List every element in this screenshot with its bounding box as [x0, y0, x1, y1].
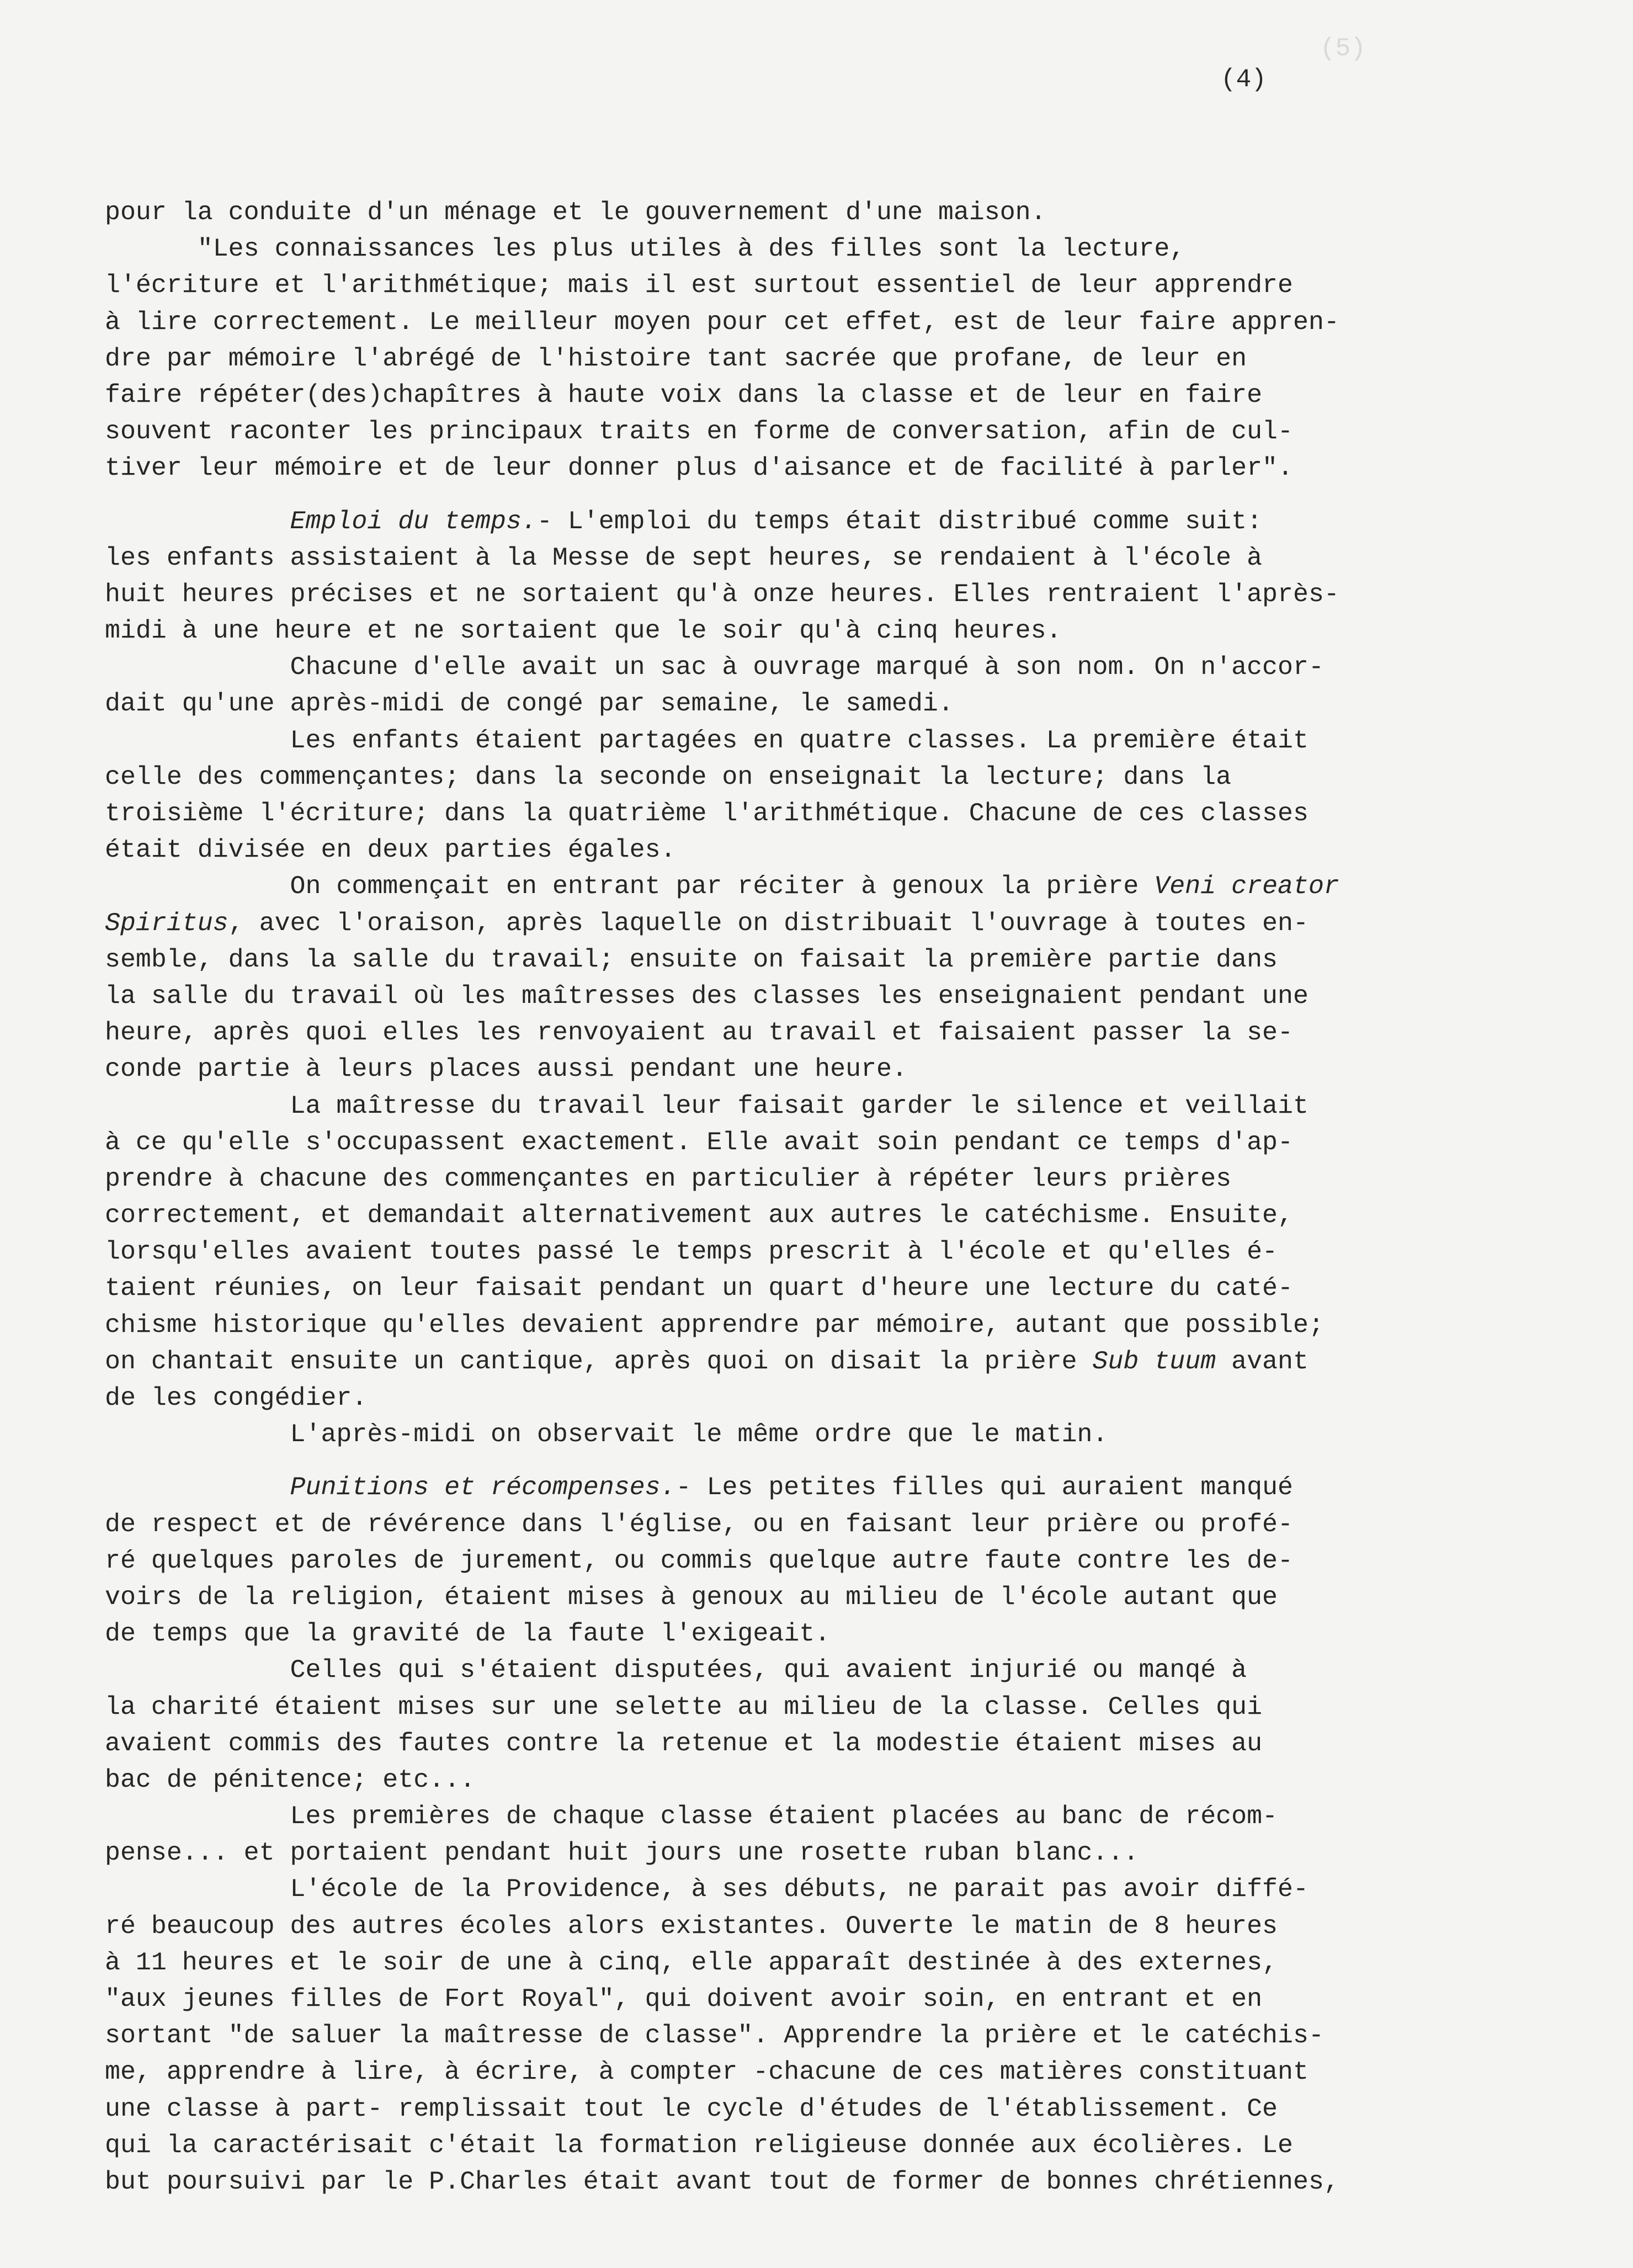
- text-segment: bac de pénitence; etc...: [105, 1765, 476, 1794]
- text-segment: - L'emploi du temps était distribué comme suit:: [536, 506, 1263, 536]
- text-line: [105, 1469, 1595, 1506]
- text-segment: La maîtresse du travail leur faisait garder le silence et veillait: [105, 1091, 1308, 1120]
- text-segment: tiver leur mémoire et de leur donner plus d'aisance et de facilité à parler".: [105, 453, 1293, 483]
- text-line: [105, 1051, 1595, 1087]
- text-segment: à ce qu'elle s'occupassent exactement. Elle avait soin pendant ce temps d'ap-: [105, 1127, 1293, 1157]
- text-segment: conde partie à leurs places aussi pendant une heure.: [105, 1054, 907, 1084]
- text-segment: midi à une heure et ne sortaient que le soir qu'à cinq heures.: [105, 616, 1062, 646]
- text-segment: celle des commençantes; dans la seconde on enseignait la lecture; dans la: [105, 762, 1232, 792]
- text-line: [105, 1416, 1595, 1453]
- text-segment: la charité étaient mises sur une selette au milieu de la classe. Celles qui: [105, 1692, 1263, 1722]
- text-segment: de les congédier.: [105, 1383, 368, 1412]
- text-line: [105, 576, 1595, 613]
- text-segment: L'après-midi on observait le même ordre que le matin.: [105, 1420, 1108, 1449]
- text-line: [105, 723, 1595, 759]
- text-segment: était divisée en deux parties égales.: [105, 835, 676, 865]
- text-segment: ré quelques paroles de jurement, ou commis quelque autre faute contre les de-: [105, 1545, 1293, 1575]
- text-segment: à 11 heures et le soir de une à cinq, elle apparaît destinée à des externes,: [105, 1947, 1278, 1977]
- document-body: [105, 194, 1595, 2200]
- text-line: [105, 450, 1595, 486]
- text-segment: but poursuivi par le P.Charles était avant tout de former de bonnes chrétiennes,: [105, 2166, 1339, 2196]
- text-segment: une classe à part- remplissait tout le cycle d'études de l'établissement. Ce: [105, 2094, 1278, 2123]
- text-line: [105, 1380, 1595, 1416]
- text-segment: avaient commis des fautes contre la retenue et la modestie étaient mises au: [105, 1728, 1263, 1758]
- text-segment: ré beaucoup des autres écoles alors existantes. Ouverte le matin de 8 heures: [105, 1911, 1278, 1941]
- text-segment: "aux jeunes filles de Fort Royal", qui doivent avoir soin, en entrant et en: [105, 1984, 1263, 2014]
- text-segment: huit heures précises et ne sortaient qu'à onze heures. Elles rentraient l'après-: [105, 579, 1339, 609]
- text-segment: prendre à chacune des commençantes en particulier à répéter leurs prières: [105, 1164, 1232, 1193]
- text-line: [105, 1124, 1595, 1161]
- text-line: [105, 1981, 1595, 2017]
- text-line: [105, 613, 1595, 649]
- italic-text: Veni creator: [1154, 872, 1339, 901]
- text-line: [105, 1762, 1595, 1798]
- text-segment: les enfants assistaient à la Messe de sept heures, se rendaient à l'école à: [105, 543, 1263, 572]
- text-line: [105, 341, 1595, 377]
- text-line: [105, 1161, 1595, 1197]
- text-segment: chisme historique qu'elles devaient apprendre par mémoire, autant que possible;: [105, 1310, 1324, 1340]
- text-line: [105, 795, 1595, 832]
- text-line: [105, 540, 1595, 576]
- bleed-through-page-number: (5): [1320, 34, 1366, 63]
- text-line: [105, 1197, 1595, 1234]
- text-line: [105, 1543, 1595, 1579]
- text-line: [105, 1270, 1595, 1306]
- text-segment: [105, 1473, 290, 1502]
- text-segment: heure, après quoi elles les renvoyaient au travail et faisaient passer la se-: [105, 1018, 1293, 1048]
- text-segment: de temps que la gravité de la faute l'exigeait.: [105, 1619, 831, 1649]
- italic-text: Spiritus: [105, 908, 228, 938]
- text-line: [105, 649, 1595, 686]
- text-line: [105, 759, 1595, 795]
- text-line: [105, 978, 1595, 1015]
- text-segment: correctement, et demandait alternativement aux autres le catéchisme. Ensuite,: [105, 1201, 1293, 1230]
- text-segment: troisième l'écriture; dans la quatrième l'arithmétique. Chacune de ces classes: [105, 799, 1308, 828]
- text-line: [105, 1307, 1595, 1343]
- text-line: [105, 1088, 1595, 1124]
- text-line: [105, 1908, 1595, 1945]
- text-line: [105, 1015, 1595, 1051]
- text-segment: avant: [1216, 1346, 1308, 1376]
- italic-text: Sub tuum: [1092, 1346, 1216, 1376]
- text-segment: faire répéter(des)chapîtres à haute voix dans la classe et de leur en faire: [105, 380, 1263, 410]
- text-segment: lorsqu'elles avaient toutes passé le temps prescrit à l'école et qu'elles é-: [105, 1237, 1278, 1267]
- text-line: [105, 868, 1595, 905]
- text-segment: sortant "de saluer la maîtresse de classe". Apprendre la prière et le catéchis-: [105, 2021, 1324, 2051]
- text-line: [105, 2164, 1595, 2200]
- text-segment: me, apprendre à lire, à écrire, à compter -chacune de ces matières constituant: [105, 2057, 1308, 2087]
- text-line: [105, 1506, 1595, 1543]
- text-line: [105, 1835, 1595, 1871]
- text-line: [105, 2017, 1595, 2054]
- text-line: [105, 1871, 1595, 1908]
- text-segment: la salle du travail où les maîtresses des classes les enseignaient pendant une: [105, 981, 1308, 1011]
- text-segment: [105, 507, 290, 536]
- text-line: [105, 942, 1595, 978]
- text-line: [105, 1579, 1595, 1616]
- text-segment: pense... et portaient pendant huit jours une rosette ruban blanc...: [105, 1838, 1139, 1868]
- text-segment: voirs de la religion, étaient mises à genoux au milieu de l'école autant que: [105, 1582, 1278, 1612]
- text-line: [105, 2127, 1595, 2164]
- text-line: [105, 1798, 1595, 1835]
- italic-text: Punitions et récompenses.: [290, 1473, 676, 1502]
- text-line: [105, 2091, 1595, 2127]
- italic-text: Emploi du temps.: [290, 506, 537, 536]
- text-line: [105, 503, 1595, 540]
- text-segment: pour la conduite d'un ménage et le gouvernement d'une maison.: [105, 198, 1046, 227]
- text-segment: à lire correctement. Le meilleur moyen pour cet effet, est de leur faire appren-: [105, 307, 1339, 337]
- text-line: [105, 1945, 1595, 1981]
- text-line: [105, 267, 1595, 304]
- text-line: [105, 905, 1595, 942]
- text-line: [105, 1652, 1595, 1688]
- text-segment: - Les petites filles qui auraient manqué: [675, 1473, 1293, 1502]
- text-line: [105, 1234, 1595, 1270]
- text-line: [105, 194, 1595, 231]
- text-segment: de respect et de révérence dans l'église, ou en faisant leur prière ou profé-: [105, 1509, 1293, 1539]
- text-segment: l'écriture et l'arithmétique; mais il est surtout essentiel de leur apprendre: [105, 270, 1293, 300]
- text-segment: Chacune d'elle avait un sac à ouvrage marqué à son nom. On n'accor-: [105, 652, 1324, 682]
- text-segment: dait qu'une après-midi de congé par semaine, le samedi.: [105, 689, 954, 719]
- text-segment: , avec l'oraison, après laquelle on distribuait l'ouvrage à toutes en-: [228, 908, 1308, 938]
- text-segment: dre par mémoire l'abrégé de l'histoire tant sacrée que profane, de leur en: [105, 343, 1247, 373]
- page-number: (4): [1221, 65, 1267, 94]
- text-segment: Les premières de chaque classe étaient placées au banc de récom-: [105, 1802, 1278, 1831]
- text-line: [105, 832, 1595, 868]
- text-line: [105, 377, 1595, 413]
- text-segment: "Les connaissances les plus utiles à des filles sont la lecture,: [105, 234, 1185, 264]
- text-line: [105, 686, 1595, 722]
- text-segment: On commençait en entrant par réciter à genoux la prière: [105, 872, 1155, 901]
- text-line: [105, 304, 1595, 341]
- text-line: [105, 1689, 1595, 1725]
- text-segment: semble, dans la salle du travail; ensuite on faisait la première partie dans: [105, 944, 1278, 974]
- text-line: [105, 1725, 1595, 1762]
- text-line: [105, 1343, 1595, 1380]
- text-segment: on chantait ensuite un cantique, après quoi on disait la prière: [105, 1346, 1093, 1376]
- text-segment: Celles qui s'étaient disputées, qui avaient injurié ou manqé à: [105, 1655, 1247, 1685]
- text-line: [105, 2054, 1595, 2090]
- text-segment: taient réunies, on leur faisait pendant un quart d'heure une lecture du caté-: [105, 1273, 1293, 1303]
- text-line: [105, 413, 1595, 450]
- text-segment: souvent raconter les principaux traits en forme de conversation, afin de cul-: [105, 417, 1293, 447]
- text-segment: Les enfants étaient partagées en quatre classes. La première était: [105, 725, 1308, 755]
- text-line: [105, 1616, 1595, 1652]
- text-segment: qui la caractérisait c'était la formation religieuse donnée aux écolières. Le: [105, 2130, 1293, 2160]
- text-line: [105, 231, 1595, 267]
- text-segment: L'école de la Providence, à ses débuts, ne parait pas avoir diffé-: [105, 1874, 1308, 1904]
